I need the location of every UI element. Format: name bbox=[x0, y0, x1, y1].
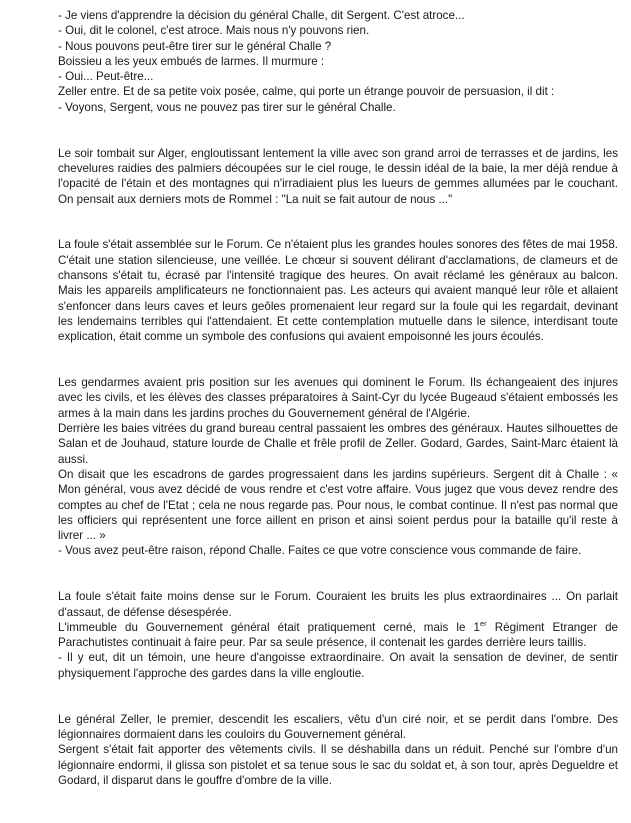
paragraph-witness: - Il y eut, dit un témoin, une heure d'angoisse extraordinaire. On avait la sensation de deviner, de sentir physiquement l'approche des gardes dans la ville engloutie. bbox=[58, 651, 618, 680]
dialogue-line: Boissieu a les yeux embués de larmes. Il murmure : bbox=[58, 54, 325, 68]
dialogue-line: - Oui... Peut-être... bbox=[58, 70, 154, 84]
paragraph-gap bbox=[58, 574, 618, 589]
paragraph-gap bbox=[58, 115, 618, 130]
paragraph-gap bbox=[58, 360, 618, 375]
paragraph-challe-reply: - Vous avez peut-être raison, répond Challe. Faites ce que votre conscience vous commande de faire. bbox=[58, 544, 582, 558]
paragraph-gap bbox=[58, 222, 618, 237]
dialogue-line: - Je viens d'apprendre la décision du général Challe, dit Sergent. C'est atroce... bbox=[58, 9, 465, 22]
ordinal-superscript: er bbox=[479, 619, 487, 629]
paragraph-gap bbox=[58, 207, 618, 222]
paragraph-generals-shadows: Derrière les baies vitrées du grand bureau central passaient les ombres des généraux. Hautes silhouettes de Salan et de Jouhaud, stature lourde de Challe et frêle profil de Zeller. Godard, Gardes, Saint-Marc étaient là aussi. bbox=[58, 422, 618, 466]
paragraph-gap bbox=[58, 130, 618, 145]
rep-text-before: L'immeuble du Gouvernement général était pratiquement cerné, mais le 1 bbox=[58, 620, 480, 634]
paragraph-forum-crowd: La foule s'était assemblée sur le Forum. Ce n'étaient plus les grandes houles sonores des fêtes de mai 1958. C'était une station silencieuse, une veillée. Le chœur si souvent délirant d'acclamations, de clameurs et de chansons s'était tu, écrasé par l'intensité tragique des heures. On avait réclamé les généraux au balcon. Mais les appareils amplificateurs ne fonctionnaient pas. Les acteurs qui avaient manqué leur rôle et allaient s'enfoncer dans leurs caves et leurs geôles promenaient leur regard sur la foule qui les regardait, devinant les lendemains terribles qui l'attendaient. Et cette contemplation mutuelle dans le silence, interdisant toute explication, était comme un symbole des confusions qui avaient empoisonné les jours écoulés. bbox=[58, 238, 618, 344]
paragraph-gap bbox=[58, 696, 618, 711]
rep-text-after: Régiment Etranger de Parachutistes continuait à faire peur. Par sa seule présence, il contenait les gardes derrière leurs taillis. bbox=[58, 620, 618, 650]
document-page bbox=[58, 8, 618, 788]
paragraph-gendarmes: Les gendarmes avaient pris position sur les avenues qui dominent le Forum. Ils échangeaient des injures avec les civils, et les élèves des classes préparatoires à Saint-Cyr du lycée Bugeaud s'étaient embossés les armes à la main dans les jardins proches du Gouvernement général de l'Algérie. bbox=[58, 376, 618, 420]
dialogue-line: - Nous pouvons peut-être tirer sur le général Challe ? bbox=[58, 39, 332, 53]
paragraph-sergent-disappears: Sergent s'était fait apporter des vêtements civils. Il se déshabilla dans un réduit. Penché sur l'ombre d'un légionnaire endormi, il glissa son pistolet et sa tenue sous le sac du soldat et, à son tour, après Degueldre et Godard, il disparut dans le gouffre d'ombre de la ville. bbox=[58, 743, 618, 787]
dialogue-block bbox=[58, 8, 618, 115]
paragraph-gap bbox=[58, 681, 618, 696]
paragraph-crowd-thinner: La foule s'était faite moins dense sur le Forum. Couraient les bruits les plus extraordinaires ... On parlait d'assaut, de défense désespérée. bbox=[58, 590, 618, 619]
paragraph-gap bbox=[58, 559, 618, 574]
paragraph-alger-evening: Le soir tombait sur Alger, engloutissant lentement la ville avec son grand arroi de terrasses et de jardins, les chevelures raidies des palmiers découpées sur le ciel rouge, le dessin idéal de la baie, la mer déjà rendue à l'opacité de l'étain et des montagnes qui n'irradiaient plus les lueurs de gemmes allumées par le couchant. On pensait aux derniers mots de Rommel : "La nuit se fait autour de nous ..." bbox=[58, 146, 618, 206]
paragraph-sergent-challe: On disait que les escadrons de gardes progressaient dans les jardins supérieurs. Sergent dit à Challe : « Mon général, vous avez décidé de vous rendre et c'est votre affaire. Vous jugez que vous devez rendre des comptes au chef de l'Etat ; cela ne nous regarde pas. Pour nous, le combat continue. Il n'est pas normal que les officiers qui représentent une force aillent en prison et ainsi soient perdus pour la bataille qu'il reste à livrer ... » bbox=[58, 467, 618, 543]
dialogue-line: Zeller entre. Et de sa petite voix posée, calme, qui porte un étrange pouvoir de persuasion, il dit : bbox=[58, 85, 555, 99]
dialogue-line: - Voyons, Sergent, vous ne pouvez pas tirer sur le général Challe. bbox=[58, 100, 396, 114]
paragraph-zeller-leaves: Le général Zeller, le premier, descendit les escaliers, vêtu d'un ciré noir, et se perdit dans l'ombre. Des légionnaires dormaient dans les couloirs du Gouvernement général. bbox=[58, 712, 618, 741]
paragraph-gap bbox=[58, 345, 618, 360]
paragraph-rep-paratroopers bbox=[58, 620, 618, 651]
dialogue-line: - Oui, dit le colonel, c'est atroce. Mais nous n'y pouvons rien. bbox=[58, 24, 370, 38]
